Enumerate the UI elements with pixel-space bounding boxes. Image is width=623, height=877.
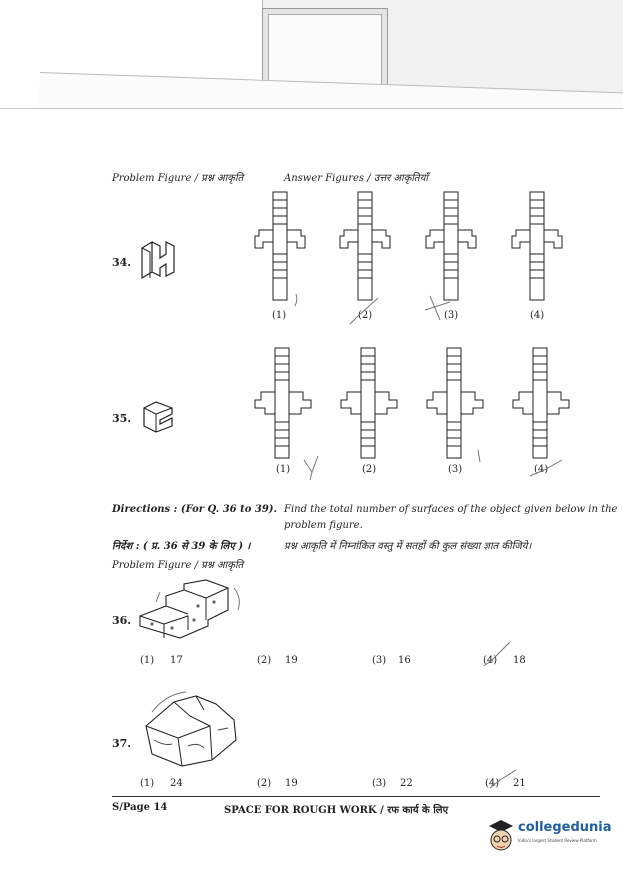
answer-figures-label: Answer Figures / उत्तर आकृतियाँ: [284, 173, 429, 184]
q34-answer-figure-3: [426, 192, 476, 302]
directions-label-en: Directions : (For Q. 36 to 39).: [112, 504, 278, 515]
q36-option-3-value: 16: [398, 655, 411, 666]
q35-option-2[interactable]: (2): [362, 464, 377, 475]
q37-problem-figure: [138, 690, 248, 768]
q37-option-2-value: 19: [285, 778, 298, 789]
q35-problem-figure: [140, 398, 176, 434]
q35-option-1[interactable]: (1): [276, 464, 291, 475]
q36-option-2-value: 19: [285, 655, 298, 666]
directions-text-hi: प्रश्न आकृति में निम्नांकित वस्तु में सतहों की कुल संख्या ज्ञात कीजिये।: [284, 541, 532, 552]
q34-option-3[interactable]: (3): [444, 310, 459, 321]
directions-text-en-line2: problem figure.: [284, 520, 363, 531]
logo-tagline: India's largest Student Review Platform: [518, 838, 597, 843]
question-35-number: 35.: [112, 412, 132, 425]
q37-option-1-label[interactable]: (1): [140, 778, 155, 789]
q36-option-4-label[interactable]: (4): [483, 655, 498, 666]
q34-option-2[interactable]: (2): [358, 310, 373, 321]
q34-problem-figure: [138, 238, 178, 278]
directions-label-hi: निर्देश : ( प्र. 36 से 39 के लिए ) ।: [112, 541, 251, 552]
q37-option-1-value: 24: [170, 778, 183, 789]
q36-pencil-mark: [480, 640, 520, 670]
q36-option-2-label[interactable]: (2): [257, 655, 272, 666]
q34-answer-figure-2: [340, 192, 390, 302]
q36-option-4-value: 18: [513, 655, 526, 666]
q37-option-2-label[interactable]: (2): [257, 778, 272, 789]
q35-pencil-marks: [300, 446, 570, 486]
footer-rule: [112, 796, 600, 797]
footer-page-number: S/Page 14: [112, 802, 168, 813]
q37-option-3-label[interactable]: (3): [372, 778, 387, 789]
question-34-number: 34.: [112, 256, 132, 269]
q36-option-1-label[interactable]: (1): [140, 655, 155, 666]
q37-pencil-mark: [486, 764, 526, 794]
q35-answer-figure-2: [341, 348, 397, 460]
q37-option-4-value: 21: [513, 778, 526, 789]
q35-option-3[interactable]: (3): [448, 464, 463, 475]
question-37-number: 37.: [112, 737, 132, 750]
q35-answer-figure-4: [513, 348, 569, 460]
q34-answer-figure-4: [512, 192, 562, 302]
question-36-number: 36.: [112, 614, 132, 627]
q34-option-4[interactable]: (4): [530, 310, 545, 321]
q37-option-4-label[interactable]: (4): [485, 778, 500, 789]
q36-option-1-value: 17: [170, 655, 183, 666]
graduate-mascot-icon: [486, 818, 516, 856]
directions-text-en-line1: Find the total number of surfaces of the object given below in the: [284, 504, 618, 515]
q35-option-4[interactable]: (4): [534, 464, 549, 475]
q35-answer-figure-1: [255, 348, 311, 460]
q34-pencil-marks: [290, 290, 470, 330]
collegedunia-logo: [486, 818, 618, 858]
q36-problem-figure: [136, 580, 246, 642]
problem-figure-label: Problem Figure / प्रश्न आकृति: [112, 173, 244, 184]
footer-rough-work: SPACE FOR ROUGH WORK / रफ कार्य के लिए: [224, 805, 449, 816]
directions-problem-figure-label: Problem Figure / प्रश्न आकृति: [112, 560, 244, 571]
back-sheet-inner: [268, 14, 382, 86]
q37-option-3-value: 22: [400, 778, 413, 789]
q34-option-1[interactable]: (1): [272, 310, 287, 321]
q34-answer-figure-1: [255, 192, 305, 302]
logo-wordmark: collegedunia: [518, 820, 612, 835]
q36-option-3-label[interactable]: (3): [372, 655, 387, 666]
q35-answer-figure-3: [427, 348, 483, 460]
